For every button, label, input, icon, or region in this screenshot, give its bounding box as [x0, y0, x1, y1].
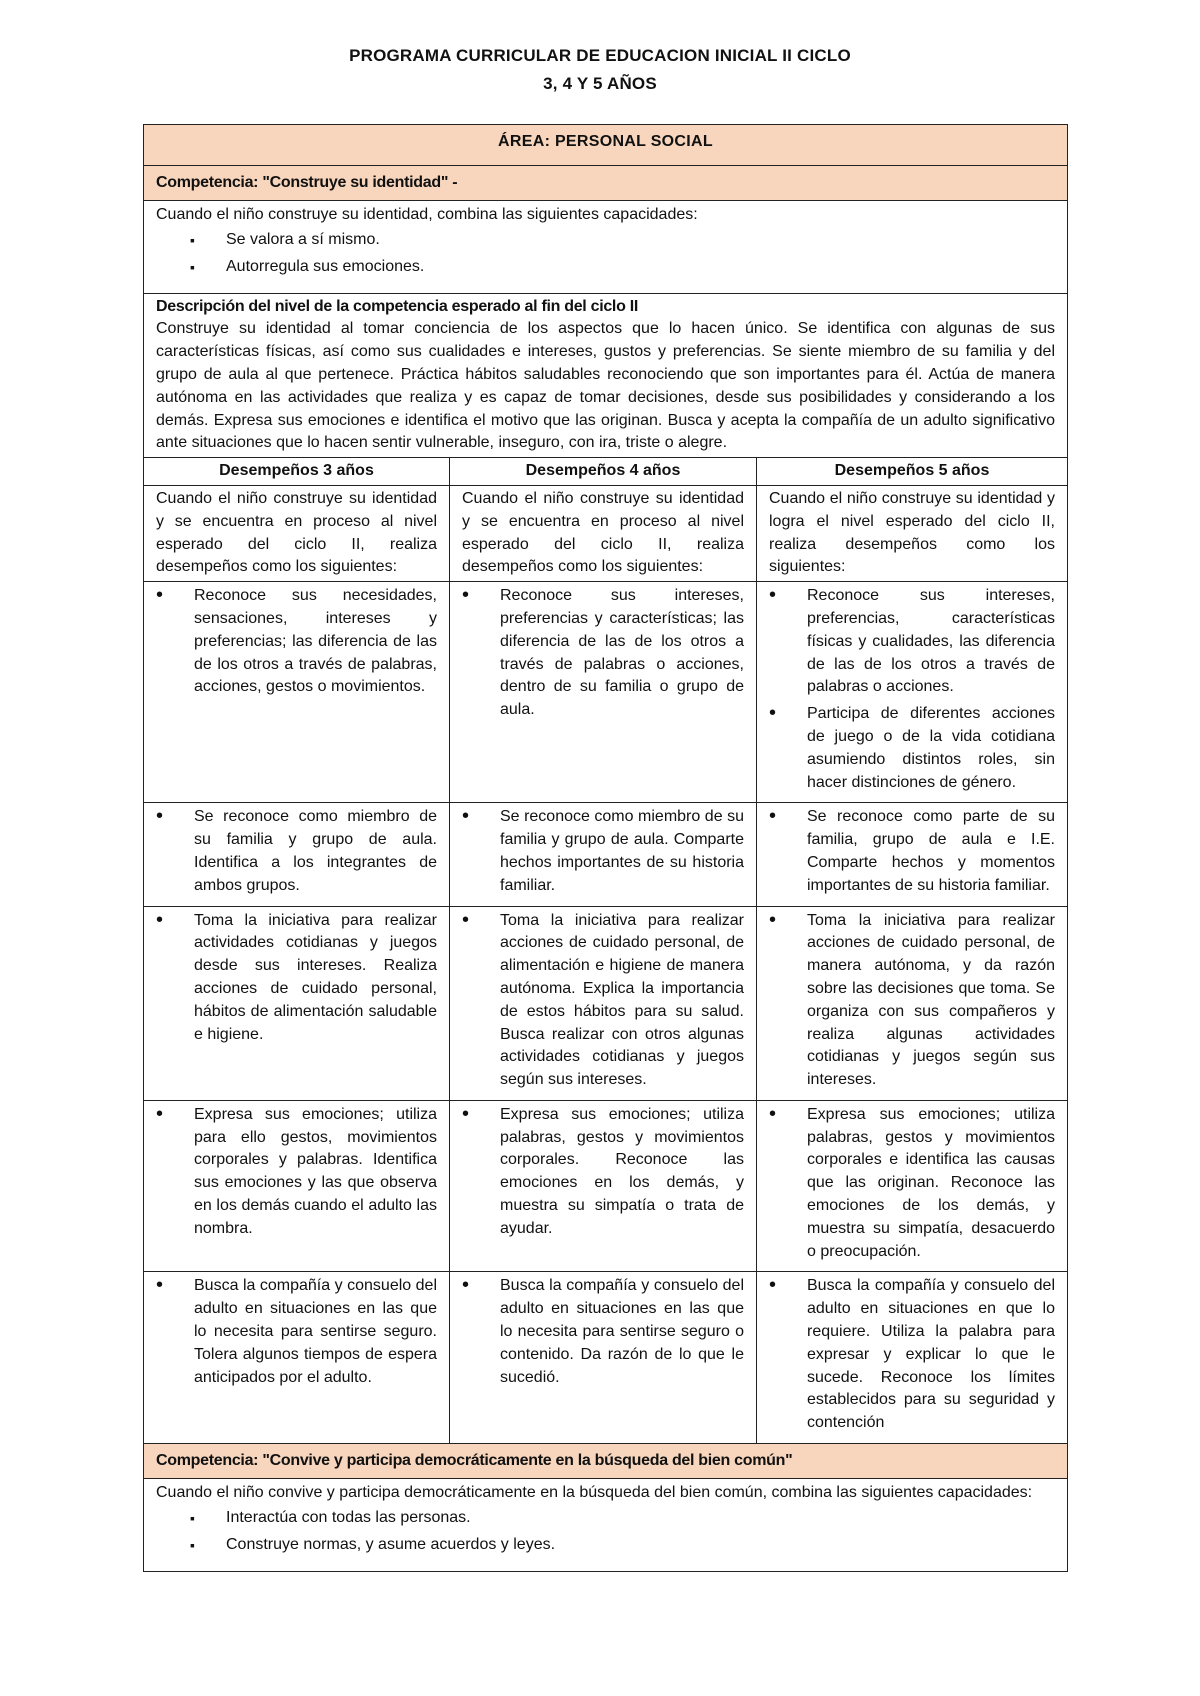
desempeno-item: • Expresa sus emociones; utiliza palabras, gestos y movimientos corporales. Reconoce las emociones en los demás, y muestra su simpatía o trata de ayudar. — [462, 1104, 744, 1241]
capacidades-cell — [144, 200, 1068, 293]
capacidades-list — [156, 1507, 1055, 1556]
desempeno-row — [144, 582, 1068, 803]
document-title: PROGRAMA CURRICULAR DE EDUCACION INICIAL II CICLO — [349, 46, 851, 65]
intro-4-anos: Cuando el niño construye su identidad y se encuentra en proceso al nivel esperado del ciclo II, realiza desempeños como los siguientes: — [450, 485, 757, 581]
area-row — [144, 125, 1068, 166]
descripcion-cell — [144, 293, 1068, 458]
competencia-title: Competencia: "Construye su identidad" - — [144, 166, 1068, 201]
desempeno-item: • Toma la iniciativa para realizar acciones de cuidado personal, de manera autónoma, y da razón sobre las decisiones que toma. Se organiza con sus compañeros y realiza algunas actividades cotidianas y juegos según sus intereses. — [769, 910, 1055, 1092]
desempeno-item: • Busca la compañía y consuelo del adulto en situaciones en las que lo necesita para sentirse seguro. Tolera algunos tiempos de espera anticipados por el adulto. — [156, 1275, 437, 1389]
descripcion-text: Construye su identidad al tomar conciencia de los aspectos que lo hacen único. Se identifica con algunas de sus características físicas, así como sus cualidades e intereses, gustos y preferencias. Se siente miembro de su familia y del grupo de aula al que pertenece. Práctica hábitos saludables reconociendo que son importantes para él. Actúa de manera autónoma en las actividades que realiza y es capaz de tomar decisiones, desde sus posibilidades y considerando a los demás. Expresa sus emociones e identifica el motivo que las originan. Busca y acepta la compañía de un adulto significativo ante situaciones que lo hacen sentir vulnerable, inseguro, con ira, triste o alegre. — [156, 320, 1055, 452]
capacidades-row — [144, 1478, 1068, 1571]
header-4-anos: Desempeños 4 años — [450, 458, 757, 486]
document-subtitle: 3, 4 Y 5 AÑOS — [543, 74, 657, 93]
desempeno-item: • Reconoce sus intereses, preferencias, características físicas y cualidades, las diferencia de las de los otros a través de palabras o acciones. — [769, 585, 1055, 699]
capacidades-row — [144, 200, 1068, 293]
area-title: ÁREA: PERSONAL SOCIAL — [144, 125, 1068, 166]
header-3-anos: Desempeños 3 años — [144, 458, 450, 486]
list-item: ▪ Autorregula sus emociones. — [190, 256, 1055, 278]
desempeno-item: • Se reconoce como parte de su familia, grupo de aula e I.E. Comparte hechos y momentos importantes de su historia familiar. — [769, 806, 1055, 897]
desempeno-item: • Busca la compañía y consuelo del adulto en situaciones en las que lo necesita para sentirse seguro o contenido. Da razón de lo que le sucedió. — [462, 1275, 744, 1389]
desempeno-item: • Toma la iniciativa para realizar acciones de cuidado personal, de alimentación e higiene de manera autónoma. Explica la importancia de estos hábitos para su salud. Busca realizar con otros algunas actividades cotidianas y juegos según sus intereses. — [462, 910, 744, 1092]
competencia-title: Competencia: "Convive y participa democráticamente en la búsqueda del bien común" — [144, 1444, 1068, 1479]
capacidades-intro: Cuando el niño convive y participa democráticamente en la búsqueda del bien común, combina las siguientes capacidades: — [156, 1483, 1033, 1501]
desempeno-item: • Expresa sus emociones; utiliza palabras, gestos y movimientos corporales e identifica las causas que las originan. Reconoce las emociones de los demás, y muestra su simpatía, desacuerdo o preocupación. — [769, 1104, 1055, 1264]
intro-5-anos: Cuando el niño construye su identidad y logra el nivel esperado del ciclo II, realiza desempeños como los siguientes: — [757, 485, 1068, 581]
list-item: ▪ Se valora a sí mismo. — [190, 229, 1055, 251]
descripcion-row — [144, 293, 1068, 458]
capacidades-list — [156, 229, 1055, 278]
desempeno-item: • Participa de diferentes acciones de juego o de la vida cotidiana asumiendo distintos roles, sin hacer distinciones de género. — [769, 703, 1055, 794]
capacidades-intro: Cuando el niño construye su identidad, combina las siguientes capacidades: — [156, 205, 698, 223]
desempeno-item: • Toma la iniciativa para realizar actividades cotidianas y juegos desde sus intereses. Realiza acciones de cuidado personal, hábitos de alimentación saludable e higiene. — [156, 910, 437, 1047]
desempeno-item: • Reconoce sus necesidades, sensaciones, intereses y preferencias; las diferencia de las de los otros a través de palabras, acciones, gestos o movimientos. — [156, 585, 437, 699]
document-header — [0, 42, 1200, 98]
desempeno-row — [144, 803, 1068, 906]
header-5-anos: Desempeños 5 años — [757, 458, 1068, 486]
capacidades-cell — [144, 1478, 1068, 1571]
desempeno-item: • Busca la compañía y consuelo del adulto en situaciones en que lo requiere. Utiliza la palabra para expresar y explicar lo que le sucede. Reconoce los límites establecidos para su seguridad y contención — [769, 1275, 1055, 1435]
desempeno-item: • Se reconoce como miembro de su familia y grupo de aula. Identifica a los integrantes de ambos grupos. — [156, 806, 437, 897]
desempeno-row — [144, 1272, 1068, 1444]
list-item: ▪ Interactúa con todas las personas. — [190, 1507, 1055, 1529]
desempeno-row — [144, 906, 1068, 1100]
desempeno-item: • Reconoce sus intereses, preferencias y características; las diferencia de las de los otros a través de palabras o acciones, dentro de su familia o grupo de aula. — [462, 585, 744, 722]
intro-3-anos: Cuando el niño construye su identidad y se encuentra en proceso al nivel esperado del ciclo II, realiza desempeños como los siguientes: — [144, 485, 450, 581]
desempeno-item: • Expresa sus emociones; utiliza para ello gestos, movimientos corporales y palabras. Identifica sus emociones y las que observa en los demás cuando el adulto las nombra. — [156, 1104, 437, 1241]
desempeno-item: • Se reconoce como miembro de su familia y grupo de aula. Comparte hechos importantes de su historia familiar. — [462, 806, 744, 897]
desempenos-intro-row — [144, 485, 1068, 581]
curriculum-table — [143, 124, 1068, 1572]
descripcion-title: Descripción del nivel de la competencia esperado al fin del ciclo II — [156, 297, 638, 315]
list-item: ▪ Construye normas, y asume acuerdos y leyes. — [190, 1534, 1055, 1556]
desempeno-row — [144, 1100, 1068, 1272]
competencia-row — [144, 166, 1068, 201]
desempenos-header-row — [144, 458, 1068, 486]
competencia-row — [144, 1444, 1068, 1479]
